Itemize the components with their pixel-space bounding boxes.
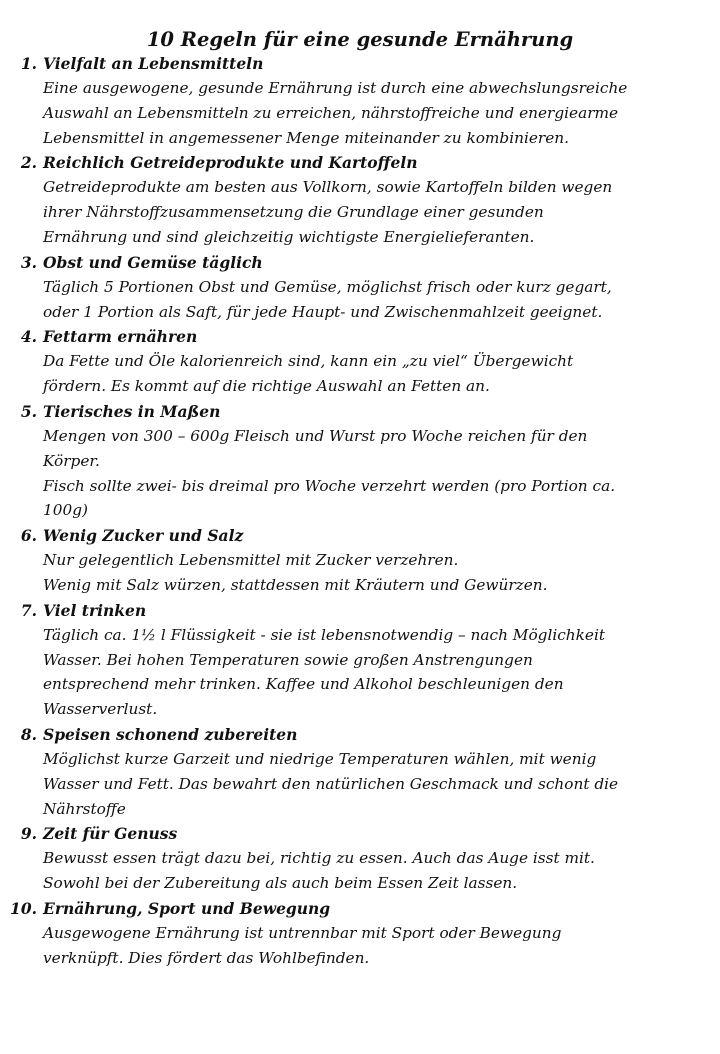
rule-heading: Wenig Zucker und Salz [43,526,244,546]
rule-text-line: Fisch sollte zwei- bis dreimal pro Woche verzehrt werden (pro Portion ca. [43,476,616,495]
rule-item [0,598,720,722]
rule-text-line: 100g) [43,501,88,520]
rule-text-line: entsprechend mehr trinken. Kaffee und Alkohol beschleunigen den [43,675,564,694]
rule-text-line: Täglich 5 Portionen Obst und Gemüse, möglichst frisch oder kurz gegart, [43,277,612,296]
rule-item [0,150,720,249]
rule-item [0,399,720,523]
rule-text-line: Bewusst essen trägt dazu bei, richtig zu essen. Auch das Auge isst mit. [43,849,595,868]
rule-number: 10. [10,898,37,918]
rule-text-line: Nährstoffe [43,799,126,818]
rule-item [0,722,720,821]
rule-item [0,51,720,150]
rule-heading: Obst und Gemüse täglich [43,252,263,272]
rule-number: 8. [20,724,37,744]
rule-number: 1. [20,54,37,73]
rule-text-line: Wenig mit Salz würzen, stattdessen mit Kräutern und Gewürzen. [43,575,548,594]
rule-text-line: Da Fette und Öle kalorienreich sind, kann ein „zu viel“ Übergewicht [43,352,574,371]
rule-item [0,896,720,971]
rule-text-line: oder 1 Portion als Saft, für jede Haupt- und Zwischenmahlzeit geeignet. [43,302,603,321]
rule-text-line: ihrer Nährstoffzusammensetzung die Grundlage einer gesunden [43,203,544,222]
rule-number: 5. [20,401,37,421]
rule-text-line: Auswahl an Lebensmitteln zu erreichen, nährstoffreiche und energiearme [43,103,619,122]
rule-text-line: Körper. [43,451,100,470]
rule-text-line: Ausgewogene Ernährung ist untrennbar mit Sport oder Bewegung [43,923,562,942]
rule-text-line: Ernährung und sind gleichzeitig wichtigste Energielieferanten. [43,227,535,246]
rules-list [0,51,720,971]
rule-text-line: Getreideprodukte am besten aus Vollkorn, sowie Kartoffeln bilden wegen [43,178,613,197]
rule-number: 6. [20,526,37,546]
rule-text-line: Täglich ca. 1½ l Flüssigkeit - sie ist lebensnotwendig – nach Möglichkeit [43,625,606,644]
rule-heading: Speisen schonend zubereiten [43,724,298,744]
rule-item [0,523,720,598]
rule-text-line: Lebensmittel in angemessener Menge miteinander zu kombinieren. [43,128,569,147]
page-title: 10 Regeln für eine gesunde Ernährung [146,28,574,51]
rule-number: 2. [20,153,37,173]
rule-item [0,324,720,399]
rule-text-line: Wasserverlust. [43,700,158,719]
rule-item [0,821,720,896]
rule-item [0,250,720,325]
rule-text-line: Wasser. Bei hohen Temperaturen sowie großen Anstrengungen [43,650,533,669]
rule-number: 4. [20,327,37,347]
rule-text-line: fördern. Es kommt auf die richtige Auswahl an Fetten an. [43,377,490,396]
rule-heading: Ernährung, Sport und Bewegung [43,898,331,918]
rule-text-line: Wasser und Fett. Das bewahrt den natürlichen Geschmack und schont die [43,774,619,793]
rule-text-line: Sowohl bei der Zubereitung als auch beim Essen Zeit lassen. [43,874,518,893]
rule-text-line: Mengen von 300 – 600g Fleisch und Wurst pro Woche reichen für den [43,426,588,445]
rule-text-line: Möglichst kurze Garzeit und niedrige Temperaturen wählen, mit wenig [43,749,597,768]
rule-heading: Reichlich Getreideprodukte und Kartoffeln [43,153,418,173]
rule-heading: Vielfalt an Lebensmitteln [43,54,264,73]
rule-heading: Zeit für Genuss [43,824,178,844]
rule-text-line: Nur gelegentlich Lebensmittel mit Zucker verzehren. [43,551,459,570]
rule-number: 7. [20,600,37,620]
rule-number: 3. [20,252,37,272]
rule-heading: Tierisches in Maßen [43,401,221,421]
rule-text-line: Eine ausgewogene, gesunde Ernährung ist durch eine abwechslungsreiche [43,79,628,97]
rule-heading: Viel trinken [43,600,147,620]
rule-number: 9. [20,824,37,844]
rule-text-line: verknüpft. Dies fördert das Wohlbefinden. [43,948,370,967]
rule-heading: Fettarm ernähren [43,327,198,347]
